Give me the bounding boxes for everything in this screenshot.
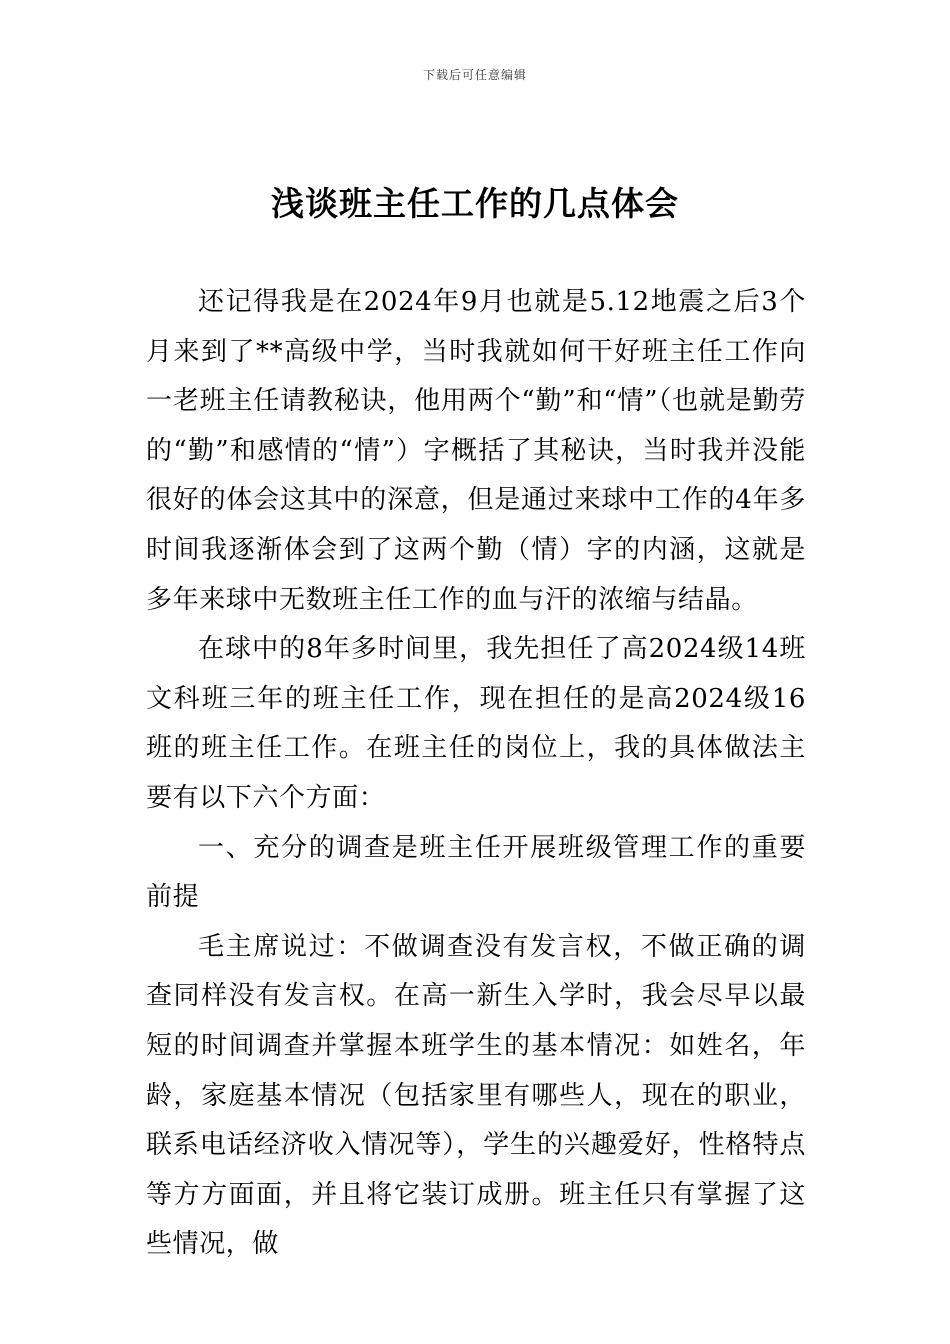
document-title: 浅谈班主任工作的几点体会 — [271, 184, 679, 223]
paragraph-survey: 毛主席说过：不做调查没有发言权，不做正确的调查同样没有发言权。在高一新生入学时，我会尽早以最短的时间调查并掌握本班学生的基本情况：如姓名，年龄，家庭基本情况（包括家里有哪些人，现在的职业，联系电话经济收入情况等），学生的兴趣爱好，性格特点等方方面面，并且将它装订成册。班主任只有掌握了这些情况，做 — [146, 931, 806, 1258]
page-header-note: 下载后可任意编辑 — [422, 68, 527, 82]
document-body — [146, 278, 806, 1258]
section-heading-1: 一、充分的调查是班主任开展班级管理工作的重要前提 — [146, 832, 806, 913]
paragraph-experience: 在球中的8年多时间里，我先担任了高2024级14班文科班三年的班主任工作，现在担任的是高2024级16班的班主任工作。在班主任的岗位上，我的具体做法主要有以下六个方面： — [146, 634, 806, 813]
paragraph-intro: 还记得我是在2024年9月也就是5.12地震之后3个月来到了**高级中学，当时我就如何干好班主任工作向一老班主任请教秘诀，他用两个“勤”和“情”（也就是勤劳的“勤”和感情的“情”）字概括了其秘诀，当时我并没能很好的体会这其中的深意，但是通过来球中工作的4年多时间我逐渐体会到了这两个勤（情）字的内涵，这就是多年来球中无数班主任工作的血与汗的浓缩与结晶。 — [146, 287, 806, 615]
